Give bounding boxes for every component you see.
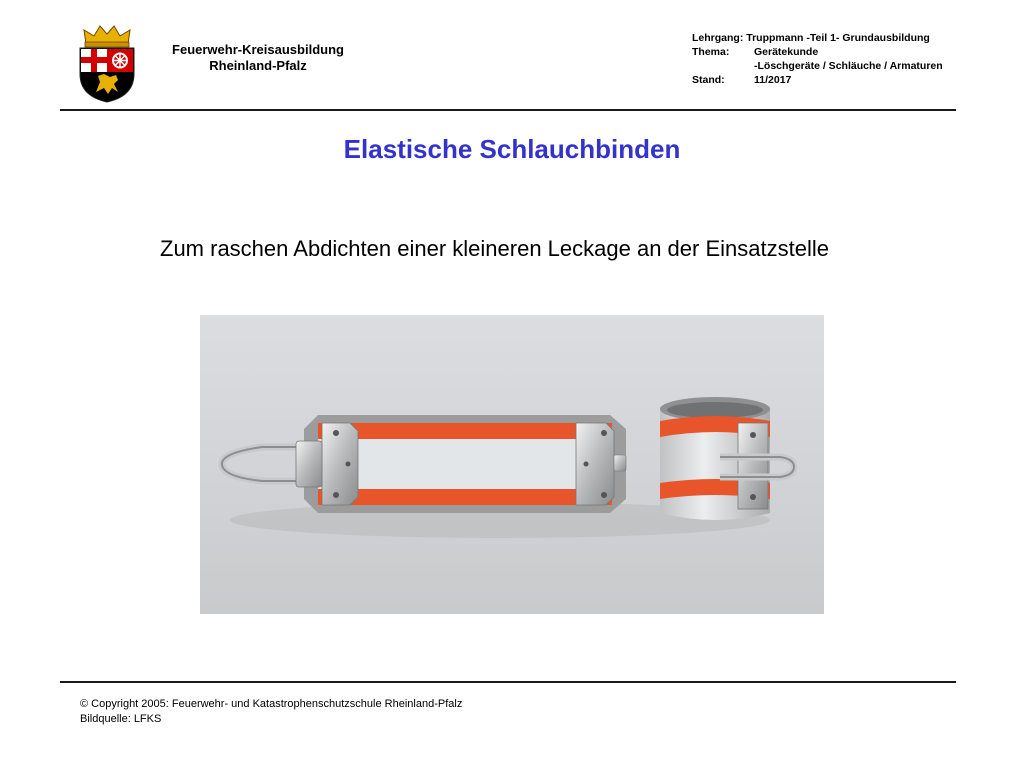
slide-subtitle: Zum raschen Abdichten einer kleineren Leckage an der Einsatzstelle	[160, 236, 829, 261]
coat-of-arms-logo	[74, 22, 140, 104]
copyright-text: © Copyright 2005: Feuerwehr- und Katastrophenschutzschule Rheinland-Pfalz	[80, 698, 463, 710]
meta-row-stand	[692, 73, 943, 87]
footer	[80, 697, 462, 727]
meta-row-lehrgang	[692, 31, 943, 45]
lehrgang-label: Lehrgang:	[692, 32, 744, 44]
image-source-text: Bildquelle: LFKS	[80, 713, 162, 725]
slide-title: Elastische Schlauchbinden	[343, 134, 681, 164]
meta-row-thema2	[692, 59, 943, 73]
thema-value2: -Löschgeräte / Schläuche / Armaturen	[754, 60, 943, 72]
meta-row-thema	[692, 45, 943, 59]
stand-value: 11/2017	[754, 74, 792, 86]
footer-divider	[60, 681, 956, 683]
product-photo	[200, 315, 824, 614]
thema-label: Thema:	[692, 46, 730, 58]
lehrgang-value: Truppmann -Teil 1- Grundausbildung	[746, 32, 930, 44]
organization-line1: Feuerwehr-Kreisausbildung	[172, 42, 344, 57]
course-meta	[692, 31, 943, 87]
stand-label: Stand:	[692, 74, 725, 86]
thema-value: Gerätekunde	[754, 46, 819, 58]
organization-line2: Rheinland-Pfalz	[209, 58, 307, 73]
organization-name	[160, 42, 356, 74]
header-divider	[60, 109, 956, 111]
